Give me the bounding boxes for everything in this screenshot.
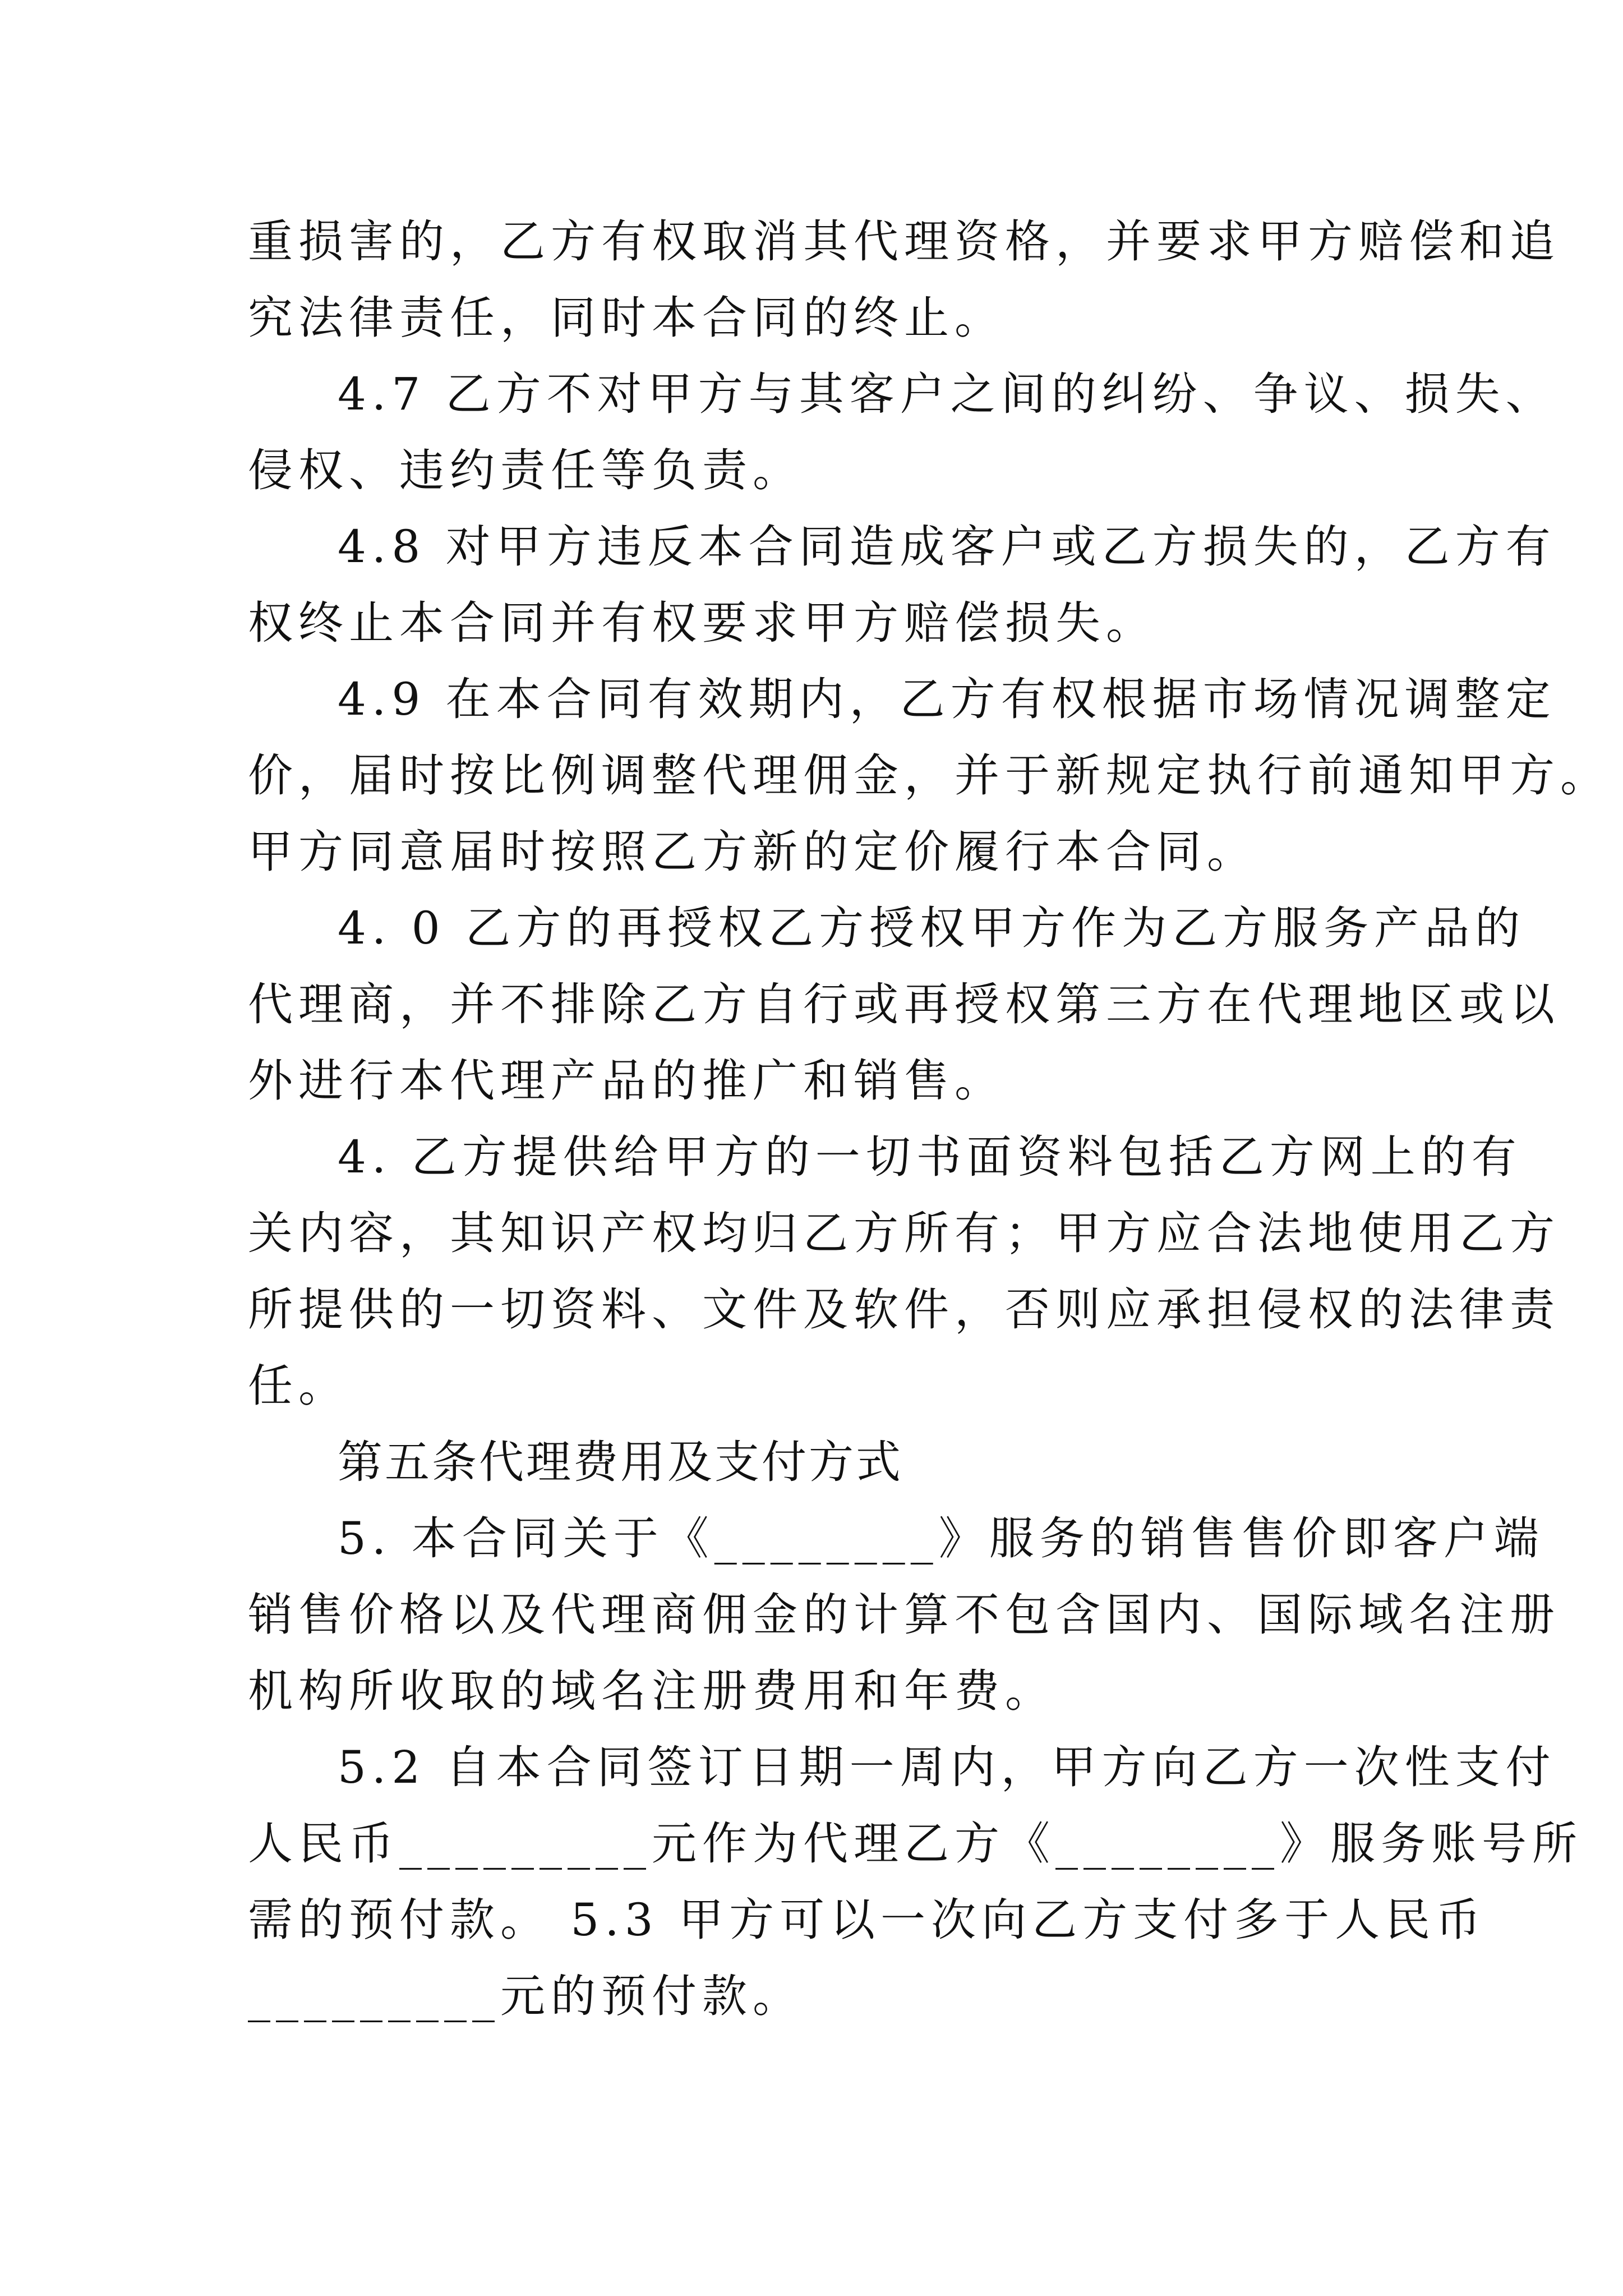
text-line: 外进行本代理产品的推广和销售。	[248, 1055, 1005, 1107]
text-line: 需的预付款。 5.3 甲方可以一次向乙方支付多于人民币	[248, 1894, 1487, 1946]
text-line: 机构所收取的域名注册费用和年费。	[248, 1665, 1055, 1717]
text-line: 侵权、违约责任等负责。	[248, 444, 803, 496]
text-line: 任。	[248, 1360, 349, 1412]
text-line: 4. 0 乙方的再授权乙方授权甲方作为乙方服务产品的	[338, 902, 1526, 954]
text-line: 所提供的一切资料、文件及软件，否则应承担侵权的法律责	[248, 1283, 1560, 1336]
text-line: 5.2 自本合同签订日期一周内，甲方向乙方一次性支付	[338, 1741, 1556, 1793]
text-line: 重损害的，乙方有权取消其代理资格，并要求甲方赔偿和追	[248, 215, 1560, 268]
text-line: 人民币_________元作为代理乙方《________》服务账号所	[248, 1818, 1583, 1870]
text-line: 代理商，并不排除乙方自行或再授权第三方在代理地区或以	[248, 978, 1560, 1030]
text-line: _________元的预付款。	[248, 1970, 803, 2022]
text-line: 甲方同意届时按照乙方新的定价履行本合同。	[248, 826, 1257, 878]
text-line: 销售价格以及代理商佣金的计算不包含国内、国际域名注册	[248, 1589, 1560, 1641]
text-line: 关内容，其知识产权均归乙方所有；甲方应合法地使用乙方	[248, 1207, 1560, 1259]
text-line: 权终止本合同并有权要求甲方赔偿损失。	[248, 597, 1156, 649]
text-line: 究法律责任，同时本合同的终止。	[248, 292, 1005, 344]
text-line: 4.9 在本合同有效期内，乙方有权根据市场情况调整定	[338, 673, 1556, 725]
text-line: 4.8 对甲方违反本合同造成客户或乙方损失的，乙方有	[338, 521, 1556, 573]
text-line: 4.7 乙方不对甲方与其客户之间的纠纷、争议、损失、	[338, 368, 1556, 420]
text-line: 4. 乙方提供给甲方的一切书面资料包括乙方网上的有	[338, 1131, 1522, 1183]
text-line: 5. 本合同关于《________》服务的销售售价即客户端	[338, 1512, 1544, 1565]
section-heading: 第五条代理费用及支付方式	[338, 1436, 903, 1488]
text-line: 价，届时按比例调整代理佣金，并于新规定执行前通知甲方。	[248, 749, 1611, 802]
